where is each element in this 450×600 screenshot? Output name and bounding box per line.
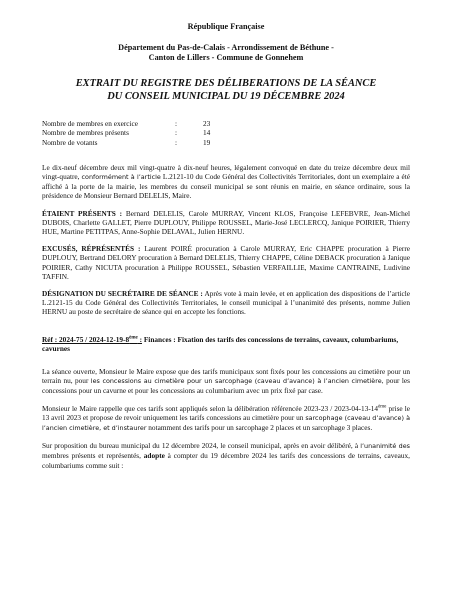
present-names: Bernard DELELIS, Carole MURRAY, Vincent KLOS, Françoise LEFEBVRE, Jean-Michel DUBOIS, Charlette GALLET, Pierre DUPLOUY, Philippe ROUSSEL, Marie-José LECLERCQ, Janique POIRIER, Thierry HUE, Martine PETITPAS, Anne-Sophie DELAVAL, Julien HERNU. xyxy=(42,208,411,236)
members-row-value: 14 xyxy=(203,128,211,138)
exposition-paragraph xyxy=(42,367,410,396)
members-row-separator: : xyxy=(175,119,178,129)
para3-text-e: à compter du 19 décembre 2024 les tarifs des concessions de terrains, caveaux, columbariums comme suit : xyxy=(42,451,410,470)
decision-paragraph xyxy=(42,441,410,470)
reference-code-b: : xyxy=(137,334,143,344)
department-heading xyxy=(42,43,410,63)
extract-title-line-1: EXTRAIT DU REGISTRE DES DÉLIBERATIONS DE LA SÉANCE xyxy=(75,78,377,90)
reference-subject: Finances : Fixation des tarifs des concessions de terrains, caveaux, columbariums, cavurnes xyxy=(42,334,399,353)
para3-text-a: Sur proposition du bureau municipal du 12 décembre 2024, le conseil municipal, après en avoir délibéré, à xyxy=(42,441,361,451)
reminder-paragraph xyxy=(42,404,410,434)
members-row-separator: : xyxy=(175,128,178,138)
present-label: ÉTAIENT PRÉSENTS : xyxy=(42,208,123,218)
department-line-2: Canton de Lillers - Commune de Gonnehem xyxy=(148,53,304,63)
members-row-value: 19 xyxy=(203,137,211,147)
secretary-paragraph xyxy=(42,289,410,317)
para1-text-c: pour les concessions pour un cavurne et pour les concessions au columbarium avec un prix fixé par case. xyxy=(42,376,410,396)
para2-text-a: Monsieur le Maire rappelle que ces tarifs sont appliqués selon la délibération référencée 2023-23 / 2023-04-13-14 xyxy=(42,403,379,413)
intro-text-a: Le dix-neuf décembre deux mil vingt-quatre à dix-neuf heures, légalement convoqué en date du treize décembre deux mil vingt-quatre, xyxy=(42,162,410,181)
intro-paragraph xyxy=(42,163,410,201)
intro-text-c: L.2121-10 du Code Général des Collectivités Territoriales, dont un exemplaire a été affiché à la porte de la mairie, les membres du conseil municipal se sont réunis en mairie, en séance ordinaire, sous la présidence de Monsieur Bernard DELELIS, Maire. xyxy=(42,171,411,201)
para2-sup: ème xyxy=(378,404,387,410)
intro-text-b: conformément à l’article xyxy=(81,172,161,181)
para3-text-c: membres présents et représentés, xyxy=(42,451,144,461)
members-row-value: 23 xyxy=(203,119,211,129)
members-row xyxy=(42,128,222,137)
para3-text-b: l’unanimité des xyxy=(360,442,411,451)
para2-text-c: sarcophage (caveau d’avance) à l’ancien cimetière, et d’instaurer xyxy=(42,413,410,433)
department-line-1: Département du Pas-de-Calais - Arrondissement de Béthune - xyxy=(118,43,334,53)
para2-text-b: prise le 13 avril 2023 et propose de revoir uniquement les tarifs concessions au cimetière pour un xyxy=(42,403,410,422)
excused-paragraph xyxy=(42,244,410,281)
reference-code xyxy=(42,335,142,344)
present-paragraph xyxy=(42,209,410,237)
para1-text-b: les concessions au cimetière pour un sarcophage (caveau d’avance) à l’ancien cimetière, xyxy=(90,377,384,386)
reference-code-sup: ème xyxy=(129,335,138,341)
extract-title-line-2: DU CONSEIL MUNICIPAL DU 19 DÉCEMBRE 2024 xyxy=(107,91,345,103)
secretary-text: Après vote à main levée, et en application des dispositions de l’article L.2121-15 du Code Général des Collectivités Territoriales, le conseil municipal à l’unanimité des présents, nomme Julien HERNU au poste de secrétaire de séance qui en accepte les fonctions. xyxy=(42,289,411,317)
secretary-label: DÉSIGNATION DU SECRÉTAIRE DE SÉANCE : xyxy=(42,289,203,298)
reference-line xyxy=(42,335,410,353)
members-row-label: Nombre de membres en exercice xyxy=(42,119,139,129)
republic-heading: République Française xyxy=(187,22,265,31)
members-row-label: Nombre de votants xyxy=(42,137,98,147)
reference-code-a: Réf : 2024-75 / 2024-12-19-8 xyxy=(42,334,130,344)
excused-names: Laurent POIRÉ procuration à Carole MURRAY, Eric CHAPPE procuration à Pierre DUPLOUY, Bertrand DELORY procuration à Bernard DELELIS, Thierry CHAPPE, Céline DEBACK procuration à Janique POIRIER, Cathy NICUTA procuration à Philippe ROUSSEL, Sébastien VERFAILLIE, Maxime CANTRAINE, Ludivine TAFFIN. xyxy=(42,244,410,281)
excused-label: EXCUSÉS, RÉPRÉSENTÉS : xyxy=(42,244,141,254)
para2-text-d: notamment des tarifs pour un sarcophage 2 places et un sarcophage 3 places. xyxy=(146,423,373,433)
para3-text-d: adopte xyxy=(143,451,165,461)
members-row-label: Nombre de membres présents xyxy=(42,128,129,138)
members-count-table xyxy=(42,119,222,147)
extract-title xyxy=(42,77,410,103)
members-row xyxy=(42,138,222,147)
para1-text-a: La séance ouverte, Monsieur le Maire expose que des tarifs municipaux sont fixés pour les concessions au cimetière pour un terrain nu, pour xyxy=(42,367,410,386)
members-row-separator: : xyxy=(175,137,178,147)
members-row xyxy=(42,119,222,128)
